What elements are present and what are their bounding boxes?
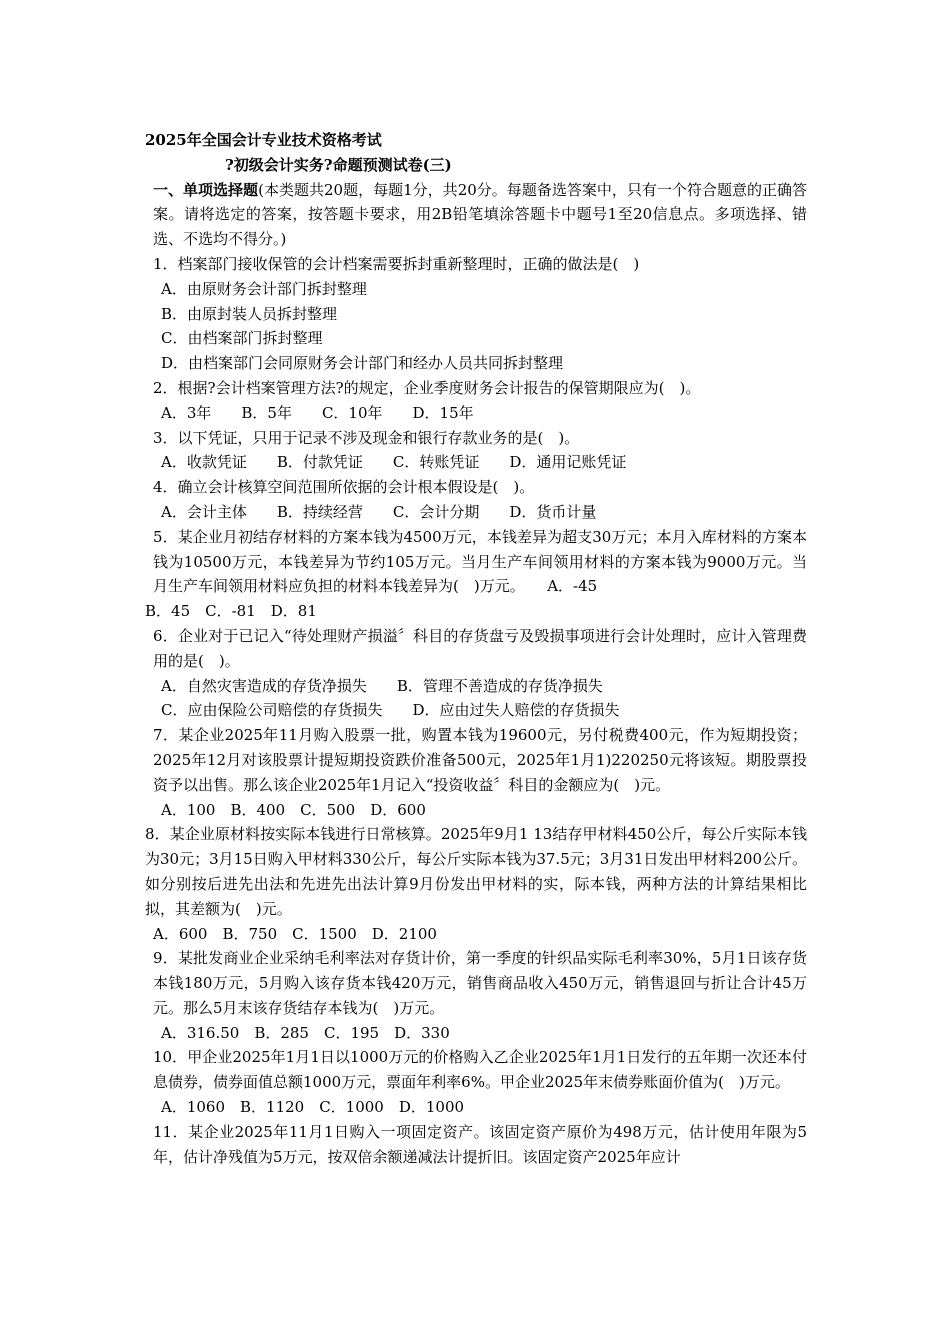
question-7-stem: 7．某企业2025年11月购入股票一批，购置本钱为19600元，另付税费400元，作为短期投资；2025年12月对该股票计提短期投资跌价准备500元，2025年1月1)220250元将该短。期股票投资予以出售。那么该企业2025年1月记入“投资收益〞科目的金额应为( )元。 — [153, 726, 807, 794]
question-10-options: A．1060 B．1120 C．1000 D．1000 — [161, 1098, 465, 1117]
question-4-stem: 4．确立会计核算空间范围所依据的会计根本假设是( )。 — [153, 478, 535, 497]
question-4-options: A．会计主体 B．持续经营 C．会计分期 D．货币计量 — [161, 502, 597, 521]
question-8-stem: 8．某企业原材料按实际本钱进行日常核算。2025年9月1 13结存甲材料450公斤，每公斤实际本钱为30元；3月15日购入甲材料330公斤，每公斤实际本钱为37.5元；3月31日发出甲材料200公斤。如分别按后进先出法和先进先出法计算9月份发出甲材料的实，际本钱，两种方法的计算结果相比拟，其差额为( )元。 — [145, 825, 808, 918]
question-1-option-c: C．由档案部门拆封整理 — [161, 329, 323, 348]
section-instructions: (本类题共20题，每题1分，共20分。每题备选答案中，只有一个符合题意的正确答案。请将选定的答案，按答题卡要求，用2B铅笔填涂答题卡中题号1至20信息点。多项选择、错选、不选均不得分。) — [153, 180, 807, 249]
question-2-options: A．3年 B．5年 C．10年 D．15年 — [161, 403, 474, 422]
question-8-options: A．600 B．750 C．1500 D．2100 — [153, 924, 437, 943]
question-3-options: A．收款凭证 B．付款凭证 C．转账凭证 D．通用记账凭证 — [161, 453, 627, 472]
document-page — [145, 128, 807, 1169]
document-subtitle: ?初级会计实务?命题预测试卷(三) — [225, 155, 452, 174]
question-10-stem: 10．甲企业2025年1月1日以1000万元的价格购入乙企业2025年1月1日发行的五年期一次还本付息债券，债券面值总额1000万元，票面年利率6%。甲企业2025年末债券账面价值为( )万元。 — [153, 1048, 807, 1092]
document-title: 2025年全国会计专业技术资格考试 — [145, 131, 382, 149]
section-intro — [145, 178, 807, 252]
question-9-options: A．316.50 B．285 C．195 D．330 — [161, 1023, 450, 1042]
question-3-stem: 3．以下凭证，只用于记录不涉及现金和银行存款业务的是( )。 — [153, 428, 580, 447]
question-1-option-d: D．由档案部门会同原财务会计部门和经办人员共同拆封整理 — [161, 354, 564, 373]
question-5-options: B．45 C．-81 D．81 — [145, 602, 317, 621]
question-7-options: A．100 B．400 C．500 D．600 — [161, 800, 426, 819]
question-11-stem: 11．某企业2025年11月1日购入一项固定资产。该固定资产原价为498万元，估计使用年限为5年，估计净残值为5万元，按双倍余额递减法计提折旧。该固定资产2025年应计 — [153, 1122, 807, 1166]
question-5-stem: 5．某企业月初结存材料的方案本钱为4500万元，本钱差异为超支30万元；本月入库材料的方案本钱为10500万元，本钱差异为节约105万元。当月生产车间领用材料的方案本钱为9000万元。当月生产车间领用材料应负担的材料本钱差异为( )万元。 A．-45 — [153, 527, 807, 596]
question-1-option-b: B．由原封装人员拆封整理 — [161, 304, 338, 323]
question-2-stem: 2．根据?会计档案管理方法?的规定，企业季度财务会计报告的保管期限应为( )。 — [153, 378, 701, 397]
section-heading: 一、单项选择题 — [153, 180, 259, 199]
question-1-option-a: A．由原财务会计部门拆封整理 — [161, 279, 367, 298]
question-1-stem: 1．档案部门接收保管的会计档案需要拆封重新整理时，正确的做法是( ) — [153, 254, 640, 273]
question-6-options-line-2: C．应由保险公司赔偿的存货损失 D．应由过失人赔偿的存货损失 — [161, 701, 620, 720]
question-6-options-line-1: A．自然灾害造成的存货净损失 B．管理不善造成的存货净损失 — [161, 676, 603, 695]
question-9-stem: 9．某批发商业企业采纳毛利率法对存货计价，第一季度的针织品实际毛利率30%，5月1日该存货本钱180万元，5月购入该存货本钱420万元，销售商品收入450万元，销售退回与折让合计45万元。那么5月末该存货结存本钱为( )万元。 — [153, 949, 807, 1017]
question-6-stem: 6．企业对于已记入“待处理财产损溢〞科目的存货盘亏及毁损事项进行会计处理时，应计入管理费用的是( )。 — [153, 626, 807, 670]
